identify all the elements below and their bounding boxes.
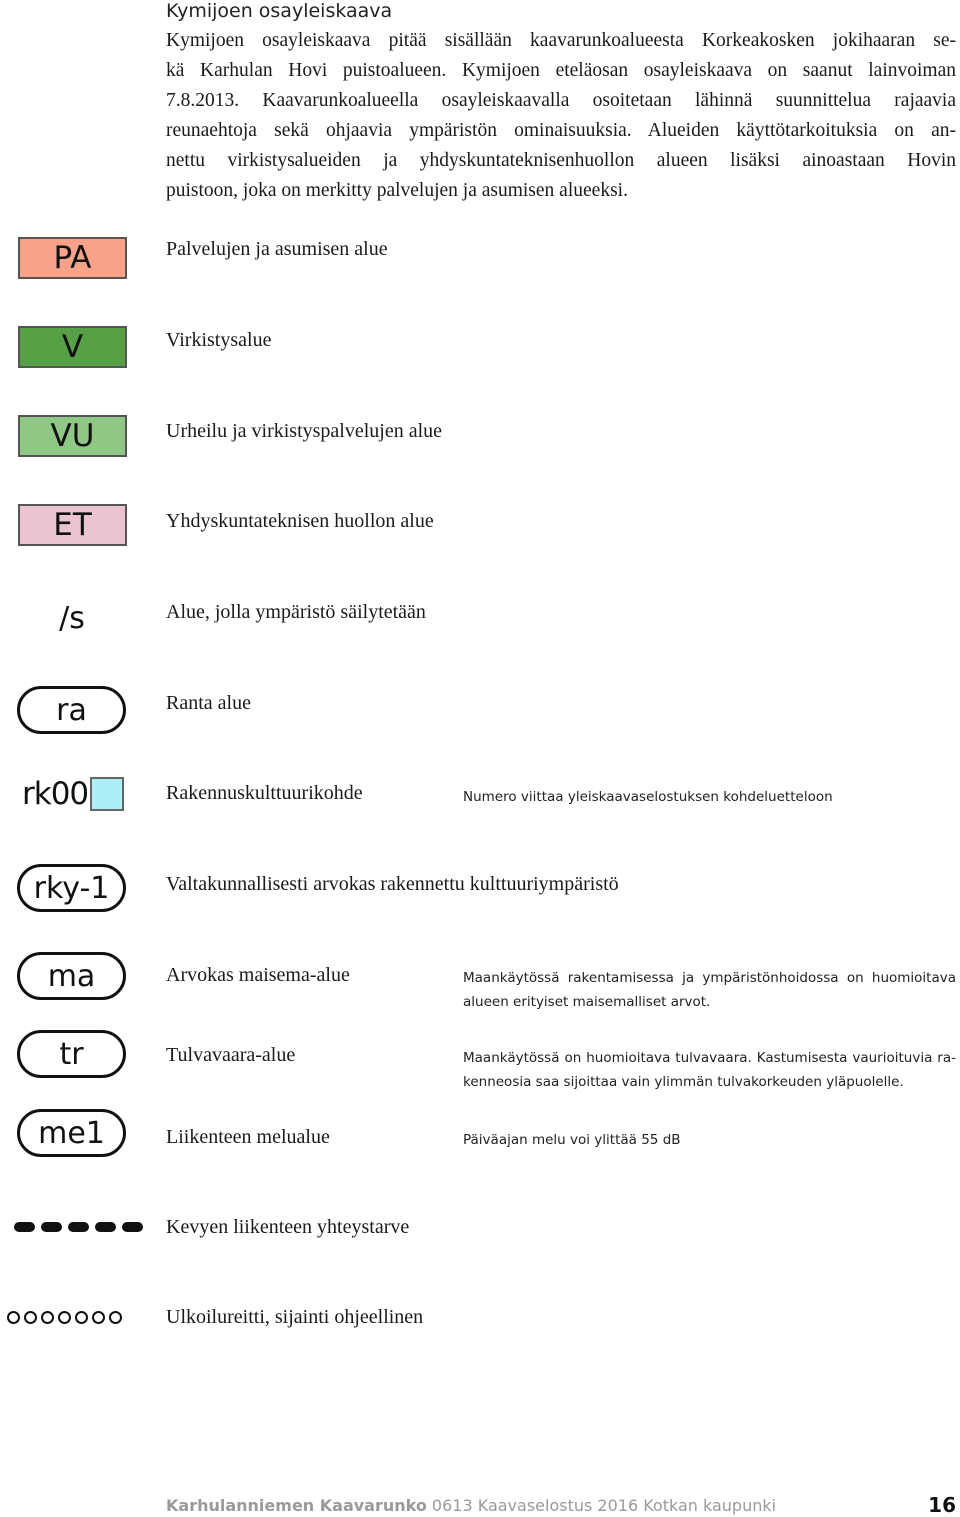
me-note-line: Päiväajan melu voi ylittää 55 dB [463, 1132, 681, 1148]
circle-mark [7, 1311, 20, 1324]
tr-label: Tulvavaara-alue [166, 1044, 296, 1066]
pa-label: Palvelujen ja asumisen alue [166, 238, 388, 260]
intro-line: nettu virkistysalueiden ja yhdyskuntateknisenhuollon alueen lisäksi ainoastaan Hovin [166, 150, 956, 171]
rky-label: Valtakunnallisesti arvokas rakennettu kulttuuriympäristö [166, 873, 619, 895]
v-label: Virkistysalue [166, 329, 272, 351]
ma-note-line: Maankäytössä rakentamisessa ja ympäristönhoidossa on huomioitava [463, 970, 956, 986]
circle-mark [109, 1311, 122, 1324]
v-symbol: V [18, 326, 127, 368]
footer-doc-info: 0613 Kaavaselostus 2016 Kotkan kaupunki [426, 1496, 777, 1515]
intro-line: reunaehtoja sekä ohjaavia ympäristön ominaisuuksia. Alueiden käyttötarkoituksia on an- [166, 120, 956, 141]
ma-note [463, 966, 956, 1014]
rk-color-swatch [90, 777, 124, 811]
dash-segment [95, 1222, 116, 1232]
vu-label: Urheilu ja virkistyspalvelujen alue [166, 420, 443, 442]
dash-segment [41, 1222, 62, 1232]
tr-note-line: kenneosia saa sijoittaa vain ylimmän tulvakorkeuden yläpuolelle. [463, 1074, 904, 1090]
pa-symbol: PA [18, 237, 127, 279]
dash-segment [14, 1222, 35, 1232]
ma-symbol: ma [17, 952, 126, 1000]
circle-mark [41, 1311, 54, 1324]
tr-symbol: tr [17, 1030, 126, 1078]
section-heading: Kymijoen osayleiskaava [166, 0, 393, 22]
me-note [463, 1128, 956, 1152]
kevyt-label: Kevyen liikenteen yhteystarve [166, 1216, 410, 1238]
intro-line: 7.8.2013. Kaavarunkoalueella osayleiskaavalla osoitetaan lähinnä suunnittelua rajaavia [166, 90, 956, 111]
intro-paragraph [166, 26, 956, 206]
rk-note [463, 785, 956, 809]
footer [166, 1496, 776, 1515]
dash-segment [122, 1222, 143, 1232]
rk-label: Rakennuskulttuurikohde [166, 782, 363, 804]
circle-mark [24, 1311, 37, 1324]
s-label: Alue, jolla ympäristö säilytetään [166, 601, 426, 623]
dash-segment [68, 1222, 89, 1232]
ma-note-line: alueen erityiset maisemalliset arvot. [463, 994, 711, 1010]
intro-line: kä Karhulan Hovi puistoalueen. Kymijoen eteläosan osayleiskaava on saanut lainvoiman [166, 60, 956, 81]
dotted-circle-line-icon [7, 1311, 122, 1324]
vu-symbol: VU [18, 415, 127, 457]
et-label: Yhdyskuntateknisen huollon alue [166, 510, 434, 532]
rk-note-line: Numero viittaa yleiskaavaselostuksen kohdeluetteloon [463, 789, 833, 805]
me-label: Liikenteen melualue [166, 1126, 330, 1148]
footer-doc-title: Karhulanniemen Kaavarunko [166, 1496, 427, 1515]
dashed-line-icon [14, 1222, 143, 1232]
tr-note-line: Maankäytössä on huomioitava tulvavaara. Kastumisesta vaurioituvia ra- [463, 1050, 956, 1066]
rk-symbol-text: rk00 [22, 776, 89, 812]
intro-line: Kymijoen osayleiskaava pitää sisällään kaavarunkoalueesta Korkeakosken jokihaaran se- [166, 30, 956, 51]
s-symbol: /s [59, 600, 85, 636]
circle-mark [58, 1311, 71, 1324]
et-symbol: ET [18, 504, 127, 546]
ulkoilu-label: Ulkoilureitti, sijainti ohjeellinen [166, 1306, 424, 1328]
circle-mark [92, 1311, 105, 1324]
intro-line: puistoon, joka on merkitty palvelujen ja asumisen alueeksi. [166, 180, 628, 201]
tr-note [463, 1046, 956, 1094]
page-number: 16 [928, 1493, 956, 1517]
ra-symbol: ra [17, 686, 126, 734]
rk-symbol [22, 776, 124, 812]
ra-label: Ranta alue [166, 692, 251, 714]
rky-symbol: rky-1 [17, 864, 126, 912]
ma-label: Arvokas maisema-alue [166, 964, 350, 986]
circle-mark [75, 1311, 88, 1324]
me-symbol: me1 [17, 1109, 126, 1157]
